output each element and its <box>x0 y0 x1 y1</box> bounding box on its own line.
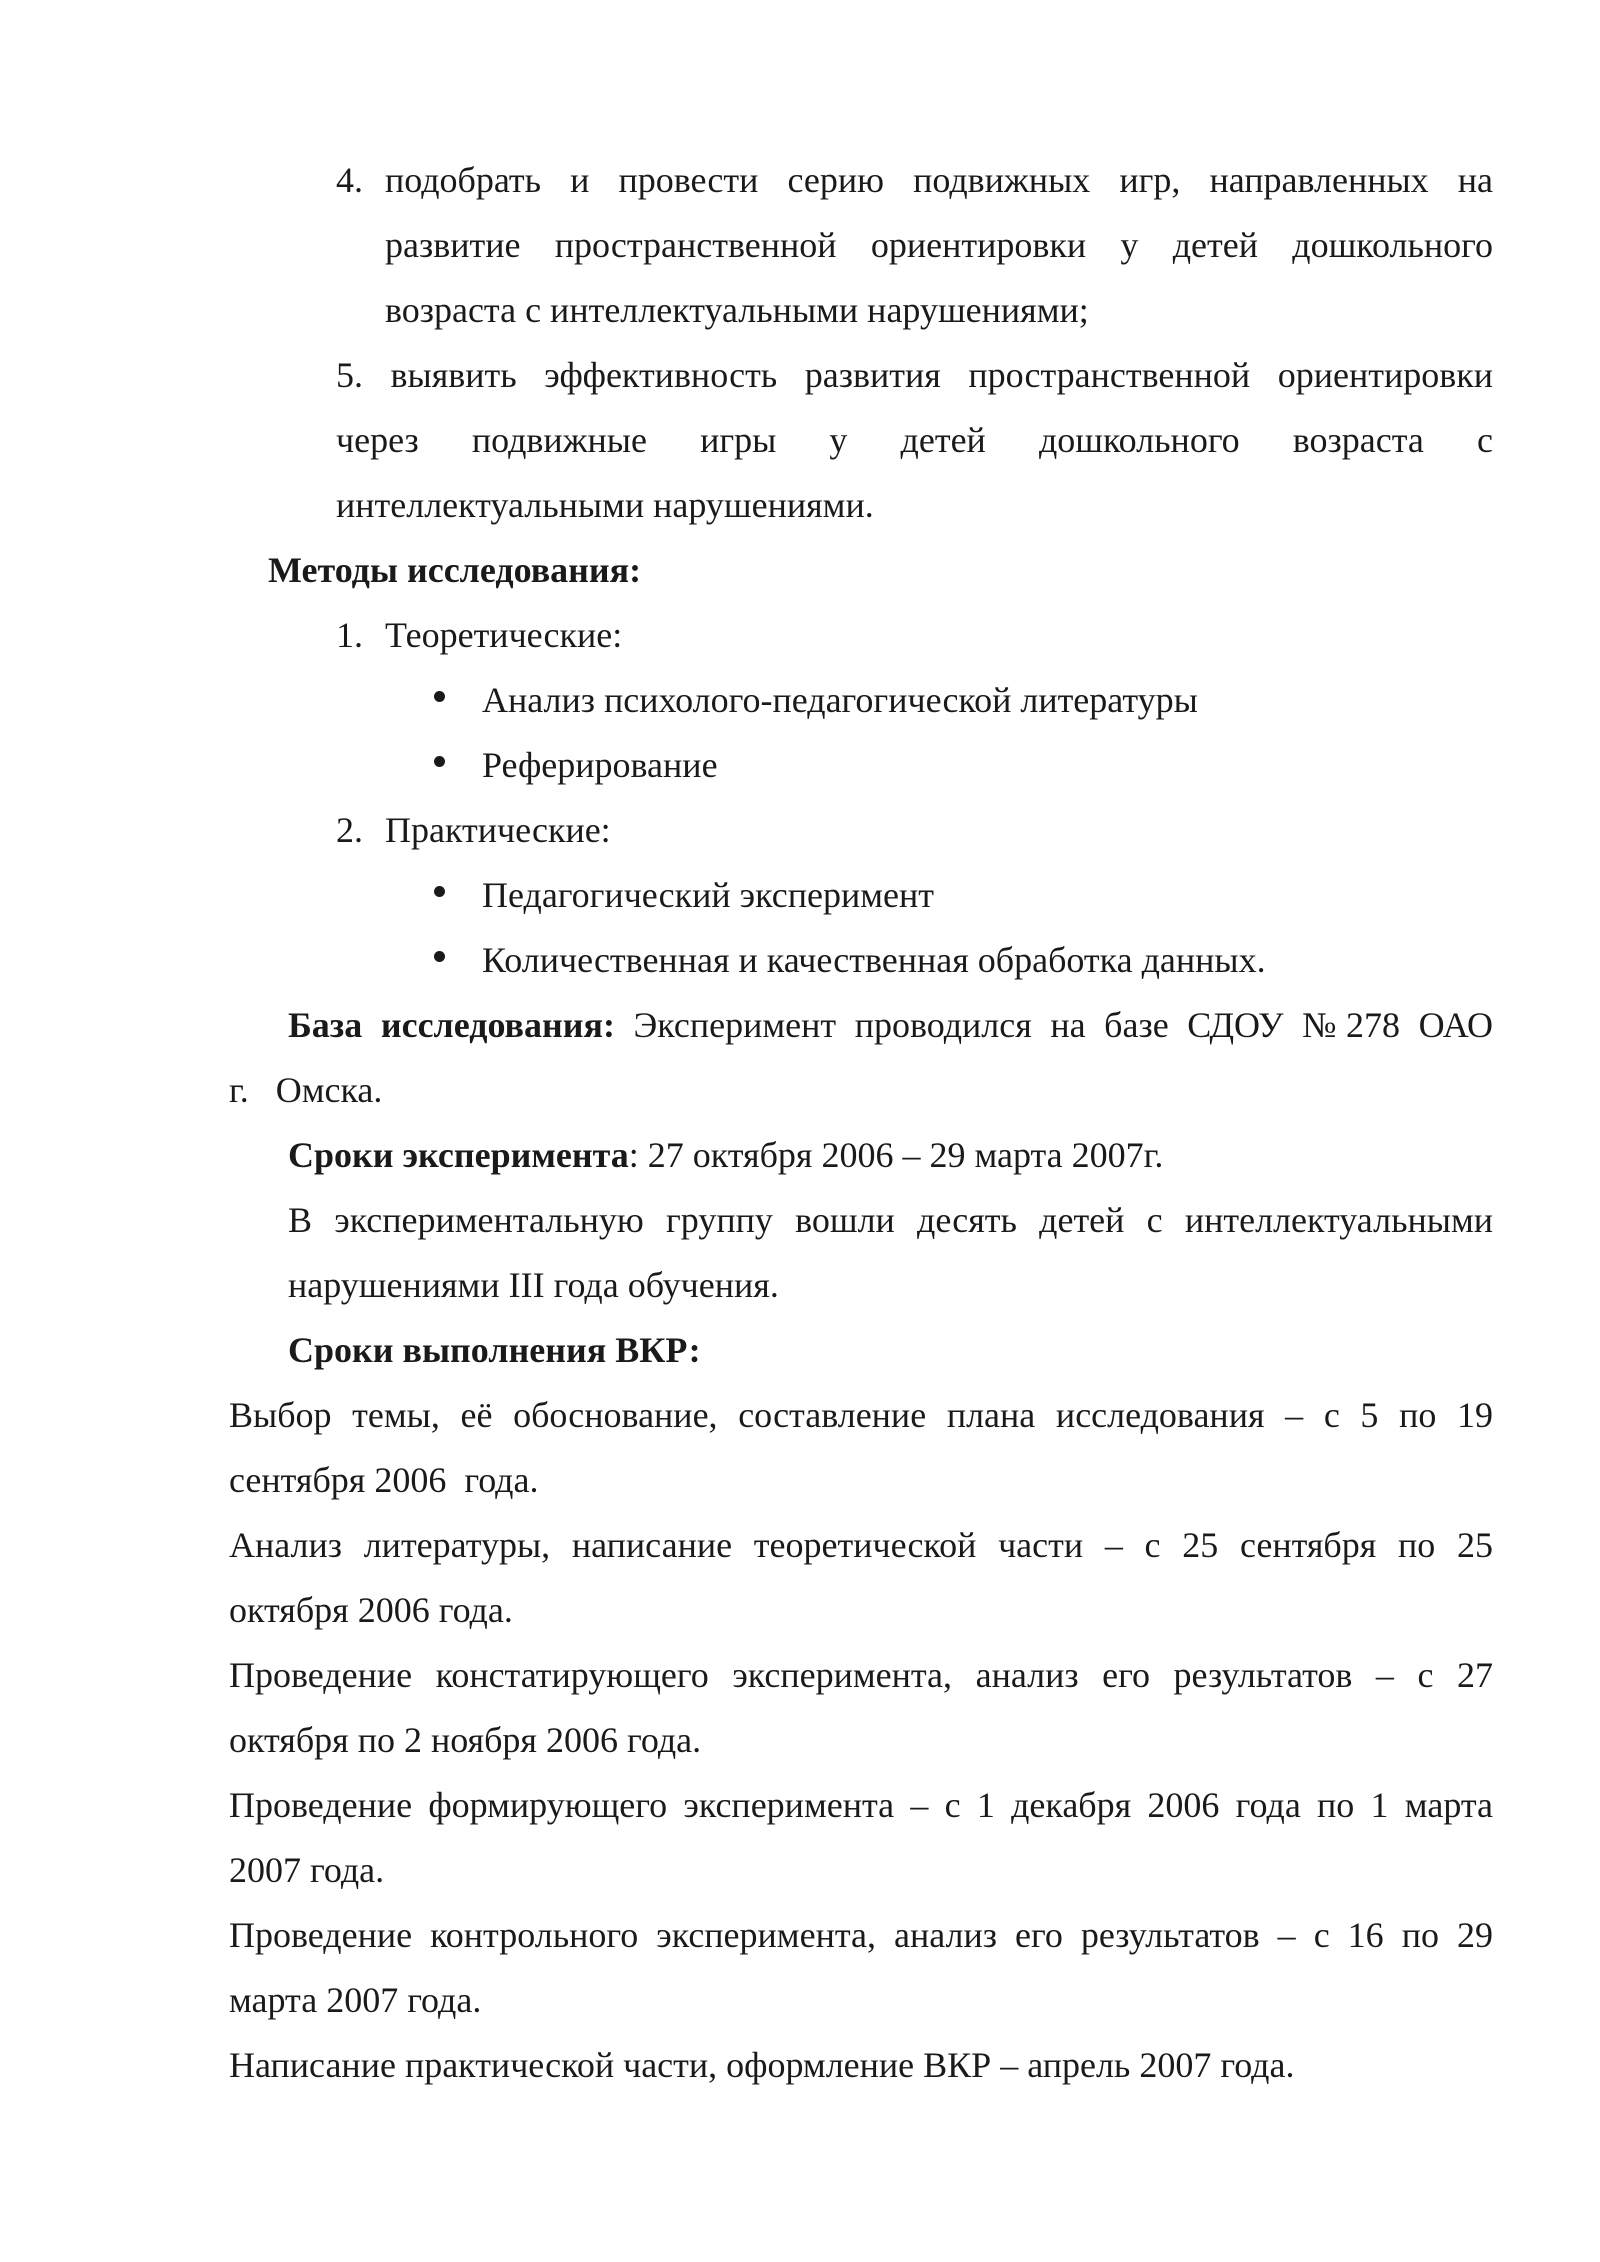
bullet-icon <box>434 951 445 962</box>
schedule-line: октября 2006 года. <box>229 1590 513 1630</box>
experimental-group-line-1: В экспериментальную группу вошли десять детей с интеллектуальными <box>288 1200 1493 1240</box>
methods-practical-item-2: Количественная и качественная обработка данных. <box>482 940 1266 980</box>
experimental-group-line-2: нарушениями III года обучения. <box>288 1265 779 1305</box>
methods-theoretical-item-1: Анализ психолого-педагогической литературы <box>482 680 1198 720</box>
schedule-line: марта 2007 года. <box>229 1980 482 2020</box>
goal-4-line-3: возраста с интеллектуальными нарушениями; <box>385 290 1089 330</box>
methods-theoretical-number: 1. <box>336 615 363 655</box>
research-base-line-1 <box>288 1007 1493 1043</box>
research-base-heading: База исследования: <box>288 1005 615 1045</box>
schedule-heading: Сроки выполнения ВКР: <box>288 1330 701 1370</box>
schedule-line: Написание практической части, оформление ВКР – апрель 2007 года. <box>229 2045 1295 2085</box>
methods-practical-label: Практические: <box>385 810 611 850</box>
schedule-line: октября по 2 ноября 2006 года. <box>229 1720 702 1760</box>
goal-5-line-2: через подвижные игры у детей дошкольного возраста с <box>336 420 1493 460</box>
methods-theoretical-label: Теоретические: <box>385 615 623 655</box>
schedule-line: сентября 2006 года. <box>229 1460 539 1500</box>
bullet-icon <box>434 886 445 897</box>
methods-practical-number: 2. <box>336 810 363 850</box>
experiment-terms <box>288 1137 1163 1173</box>
experiment-terms-text: : 27 октября 2006 – 29 марта 2007г. <box>628 1135 1164 1175</box>
goal-4-line-1: подобрать и провести серию подвижных игр, направленных на <box>385 160 1493 200</box>
schedule-line: Проведение формирующего эксперимента – с 1 декабря 2006 года по 1 марта <box>229 1785 1493 1825</box>
goal-4-line-2: развитие пространственной ориентировки у детей дошкольного <box>385 225 1493 265</box>
schedule-line: Проведение констатирующего эксперимента, анализ его результатов – с 27 <box>229 1655 1493 1695</box>
bullet-icon <box>434 756 445 767</box>
goal-5-line-3: интеллектуальными нарушениями. <box>336 485 874 525</box>
schedule-line: Анализ литературы, написание теоретической части – с 25 сентября по 25 <box>229 1525 1493 1565</box>
experiment-terms-heading: Сроки эксперимента <box>288 1135 629 1175</box>
methods-theoretical-item-2: Реферирование <box>482 745 718 785</box>
methods-heading: Методы исследования: <box>268 550 642 590</box>
schedule-line: 2007 года. <box>229 1850 385 1890</box>
goal-4-number: 4. <box>336 160 363 200</box>
goal-5-line-1: 5. выявить эффективность развития пространственной ориентировки <box>336 355 1493 395</box>
schedule-line: Выбор темы, её обоснование, составление плана исследования – с 5 по 19 <box>229 1395 1493 1435</box>
bullet-icon <box>434 691 445 702</box>
research-base-line-2: г. Омска. <box>229 1070 383 1110</box>
schedule-line: Проведение контрольного эксперимента, анализ его результатов – с 16 по 29 <box>229 1915 1493 1955</box>
methods-practical-item-1: Педагогический эксперимент <box>482 875 934 915</box>
research-base-text: Эксперимент проводился на базе СДОУ №278 ОАО <box>614 1005 1493 1045</box>
